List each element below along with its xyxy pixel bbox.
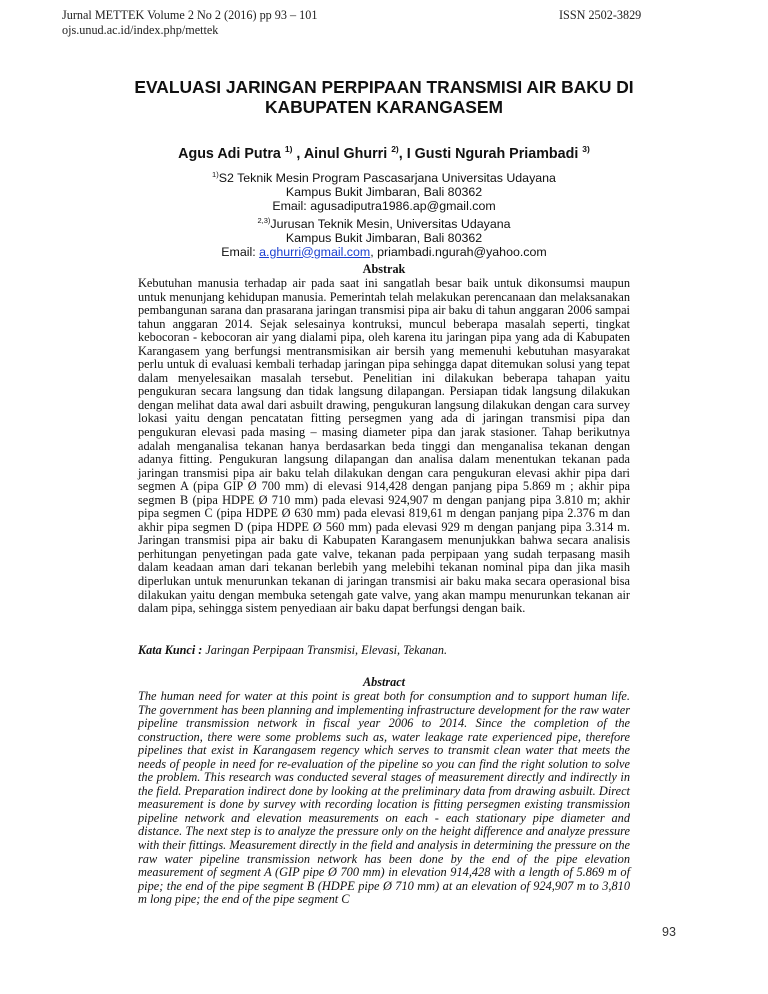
keywords-label: Kata Kunci : — [138, 643, 203, 657]
affiliation-2-email — [0, 246, 768, 260]
affiliation-2-line-1 — [0, 214, 768, 232]
journal-header: Jurnal METTEK Volume 2 No 2 (2016) pp 93 – 101 — [62, 8, 318, 22]
abstrak-heading: Abstrak — [362, 262, 406, 276]
affiliation-1-line-1 — [0, 168, 768, 186]
keywords — [138, 643, 447, 658]
title-line-1: EVALUASI JARINGAN PERPIPAAN TRANSMISI AIR BAKU DI — [134, 77, 634, 97]
abstrak-body: Kebutuhan manusia terhadap air pada saat ini sangatlah besar baik untuk dikonsumsi maupun untuk menunjang kehidupan manusia. Pemerintah telah melakukan perencanaan dan melaksanakan pembangunan sarana dan prasarana jaringan transmisi pipa air baku di tahun anggaran 2006 sampai tahun anggaran 2014. Sejak selesainya kontruksi, muncul beberapa masalah seperti, tingkat kebocoran - kebocoran air yang dialami pipa, oleh karena itu jaringan pipa yang ada di Kabupaten Karangasem yang berfungsi mentransmisikan air bersih yang memenuhi kebutuhan masyarakat perlu untuk di evaluasi kembali terhadap jaringan pipa sehingga dapat ditemukan solusi yang tepat dalam menyelesaikan masalah tersebut. Penelitian ini dilakukan beberapa tahapan yaitu pengukuran secara langsung dan tidak langsung dilapangan. Persiapan tidak langsung dilakukan dengan melihat data awal dari asbuilt drawing, pengukuran langsung dilakukan dengan cara survey lokasi yaitu dengan pencatatan fitting persegmen yang ada di jaringan transmisi pipa dan pengukuran elevasi pada masing – masing diameter pipa dan jarak stasioner. Tahap berikutnya adalah menganalisa tekanan hanya berdasarkan beda tinggi dan menganalisa tekanan dengan adanya fitting. Pengukuran langsung dilapangan dan analisa dalam menentukan tekanan pada jaringan transmisi pipa air baku telah dilakukan dengan cara pengukuran elevasi akhir pipa dari segmen A (pipa GIP Ø 700 mm) di elevasi 914,428 dengan panjang pipa 5.869 m ; akhir pipa segmen B (pipa HDPE Ø 710 mm) pada elevasi 924,907 m dengan panjang pipa 3.810 m; akhir pipa segmen C (pipa HDPE Ø 630 mm) pada elevasi 819,61 m dengan panjang pipa 2.376 m dan akhir pipa segmen D (pipa HDPE Ø 560 mm) pada elevasi 929 m dengan panjang pipa 3.314 m. Jaringan transmisi pipa air baku di Kabupaten Karangasem menunjukkan bahwa secara analisis perhitungan penyetingan pada gate valve, tekanan pada perpipaan yang sudah terpasang masih dalam keadaan aman dari tekanan berlebih yang melebihi tekanan nominal pipa dan jika masih diperlukan untuk menurunkan tekanan di jaringan transmisi air baku maka secara operasional bisa dilakukan yaitu dengan membuka setengah gate valve, yang akan mampu menurunkan tekanan air dalam pipa, sehingga sistem penyediaan air baku dapat berfungsi dengan baik. — [138, 276, 630, 616]
keywords-value: Jaringan Perpipaan Transmisi, Elevasi, Tekanan. — [202, 643, 447, 657]
affiliation-mark: 2,3) — [257, 215, 271, 225]
author-separator: , — [292, 146, 304, 162]
author-name: Ainul Ghurri — [303, 146, 388, 162]
paper-title — [0, 77, 768, 117]
author-mark: 3) — [582, 144, 590, 154]
journal-url: ojs.unud.ac.id/index.php/mettek — [62, 23, 219, 37]
issn: ISSN 2502-3829 — [559, 8, 642, 22]
email-label: Email: — [221, 244, 260, 259]
affiliation-1-email: Email: agusadiputra1986.ap@gmail.com — [272, 198, 496, 213]
title-line-2: KABUPATEN KARANGASEM — [265, 97, 503, 117]
abstract-body: The human need for water at this point is great both for consumption and to support human life. The government has been planning and implementing infrastructure development for the raw water pipeline transmission network in fiscal year 2006 to 2014. Since the completion of the construction, there were some problems such as, water leakage rate experienced pipe, therefore pipelines that exist in Karangasem regency which serves to transmit clean water that meets the needs of people in need for re-evaluation of the pipeline so you can find the right solution to solve the problem. This research was conducted several stages of measurement directly and indirectly in the field. Preparation indirect done by looking at the preliminary data from drawing asbuilt. Direct measurement is done by survey with recording location is fitting persegmen existing transmission pipeline network and elevation measurements on each - each stationary pipe diameter and distance. The next step is to analyze the pressure only on the height difference and analyze pressure with their fittings. Measurement directly in the field and analysis in determining the pressure on the raw water pipeline transmission network has been done by the end of the pipe elevation measurement of segment A (GIP pipe Ø 700 mm) in elevation 914,428 with a length of 5.869 m of pipe; the end of the pipe segment B (HDPE pipe Ø 710 mm) at an elevation of 924,907 m to 3,810 m long pipe; the end of the pipe segment C — [138, 689, 630, 907]
email-rest: , priambadi.ngurah@yahoo.com — [370, 244, 547, 259]
page-number: 93 — [662, 925, 676, 939]
author-separator: , — [398, 146, 407, 162]
affiliations — [0, 168, 768, 259]
author-mark: 2) — [391, 144, 399, 154]
affiliation-1-name: S2 Teknik Mesin Program Pascasarjana Universitas Udayana — [218, 171, 556, 185]
affiliation-2-address: Kampus Bukit Jimbaran, Bali 80362 — [285, 230, 483, 245]
author-list — [0, 140, 768, 163]
author-name: I Gusti Ngurah Priambadi — [406, 146, 579, 162]
abstract-heading: Abstract — [363, 675, 405, 689]
author-mark: 1) — [284, 144, 293, 154]
affiliation-mark: 1) — [212, 170, 219, 179]
author-name: Agus Adi Putra — [178, 146, 281, 162]
email-link[interactable]: a.ghurri@gmail.com — [259, 244, 371, 259]
affiliation-2-name: Jurusan Teknik Mesin, Universitas Udayana — [270, 216, 511, 231]
affiliation-1-address: Kampus Bukit Jimbaran, Bali 80362 — [285, 184, 483, 199]
